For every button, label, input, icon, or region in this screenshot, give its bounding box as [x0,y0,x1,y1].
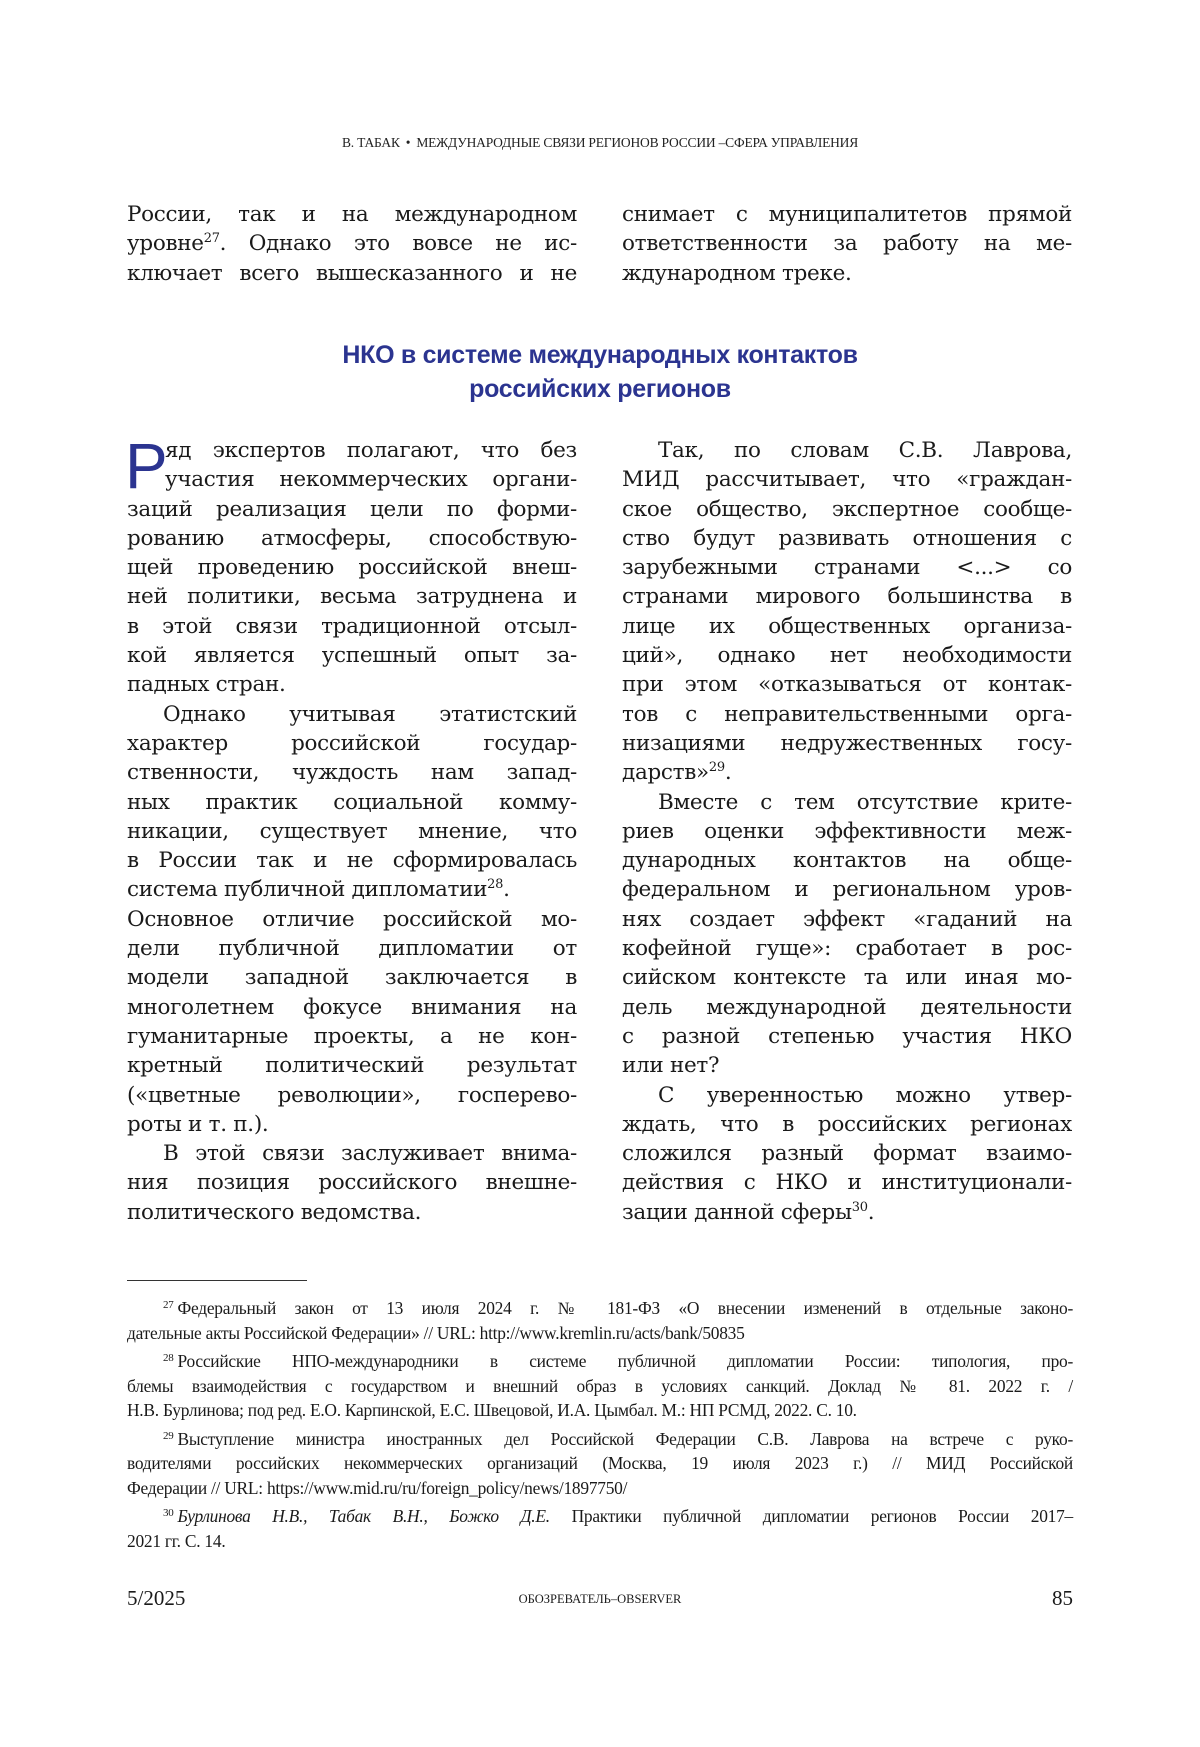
drop-cap: Р [125,430,168,502]
page-number: 85 [1052,1586,1073,1610]
text-line: при этом «отказываться от контак- [622,672,1072,698]
text-line: ключает всего вышесказанного и не [127,260,577,286]
right-column [622,436,1072,1227]
text-line: («цветные революции», госперево- [127,1082,577,1108]
page-footer [127,1586,1073,1614]
text-line: кой является успешный опыт за- [127,643,577,669]
text-line: роты и т. п.). [127,1111,269,1137]
top-left-column [127,200,577,288]
footnote-ref-27[interactable]: 27 [203,231,220,247]
text-line: ней политики, весьма затруднена и [127,584,577,610]
text-line: с разной степенью участия НКО [622,1023,1072,1049]
text-line: тов с неправительственными орга- [622,701,1072,727]
text-line: лице их общественных организа- [622,613,1072,639]
text-line: В этой связи заслуживает внима- [163,1141,577,1167]
text-line: уровне$^{27}$. Однако это вовсе не ис- [127,231,577,257]
text-line: падных стран. [127,672,286,698]
text-line: щей проведению российской внеш- [127,555,577,581]
text-line: Основное отличие российской мо- [127,906,577,932]
text-line: федеральном и региональном уров- [622,877,1072,903]
footnote-ref-30[interactable]: 30 [851,1199,868,1215]
footnote-28: $^{28}$ Российские НПО-международники в системе публичной дипломатии России: типология, про- блемы взаимодействия с государством и внешний образ в условиях санкций. Доклад № 81. 2022 г. / Н.В. Бурлинова; под ред. Е.О. Карпинской, Е.С. Швецовой, И.А. Цымбал. М.: НП РСМД, 2022. С. 10. [127,1351,1073,1420]
text-line: заций реализация цели по форми- [127,496,577,522]
text-line: кретный политический результат [127,1053,577,1079]
footnote-authors: Бурлинова Н.В., Табак В.Н., Божко Д.Е. [177,1506,550,1526]
text-line: сийском контексте та или иная мо- [622,965,1072,991]
text-line: в России так и не сформировалась [127,848,577,874]
text-line: характер российской государ- [127,730,577,756]
text-line: многолетнем фокусе внимания на [127,994,577,1020]
text-line: сложился разный формат взаимо- [622,1141,1072,1167]
text-line: политического ведомства. [127,1199,422,1225]
text-line: риев оценки эффективности меж- [622,818,1072,844]
text-line: нях создает эффект «гаданий на [622,906,1072,932]
footnote-30: $^{30}$ Бурлинова Н.В., Табак В.Н., Божко Д.Е. Практики публичной дипломатии регионов России 2017– 2021 гг. С. 14. [127,1506,1073,1551]
footnotes [127,1296,1073,1557]
left-column [125,430,577,1227]
text-line: зации данной сферы$^{30}$. [622,1199,875,1225]
text-line: в этой связи традиционной отсыл- [127,613,577,639]
section-heading [0,338,1200,406]
text-line: ждународном треке. [622,260,852,286]
text-line: ций», однако нет необходимости [622,643,1072,669]
top-right-column [622,200,1072,288]
footnote-ref-29[interactable]: 29 [708,760,725,776]
text-line: зарубежными странами <...> со [622,555,1072,581]
text-line: или нет? [622,1053,720,1079]
text-line: яд экспертов полагают, что без [165,438,577,463]
text-line: ственности, чуждость нам запад- [127,760,577,786]
section-heading-line-2: российских регионов [469,375,731,403]
text-line: дели публичной дипломатии от [127,936,577,962]
journal-name: ОБОЗРЕВАТЕЛЬ–OBSERVER [518,1592,682,1606]
text-line: дель международной деятельности [622,994,1072,1020]
text-line: Так, по словам С.В. Лаврова, [658,438,1072,463]
text-line: МИД рассчитывает, что «граждан- [622,467,1072,493]
text-line: дународных контактов на обще- [622,848,1072,874]
running-head-title: МЕЖДУНАРОДНЫЕ СВЯЗИ РЕГИОНОВ РОССИИ –СФЕРА УПРАВЛЕНИЯ [416,135,859,150]
text-line: снимает с муниципалитетов прямой [622,202,1072,227]
text-line: рованию атмосферы, способствую- [127,525,577,551]
text-line: модели западной заключается в [127,965,577,991]
footnote-27: $^{27}$ Федеральный закон от 13 июля 2024 г. № 181-ФЗ «О внесении изменений в отдельные законо- дательные акты Российской Федерации» // URL: http://www.kremlin.ru/acts/bank/50835 [127,1298,1073,1343]
bullet-separator: • [405,135,411,150]
footnote-29: $^{29}$ Выступление министра иностранных дел Российской Федерации С.В. Лаврова на встрече с руко- водителями российских некоммерческих организаций (Москва, 19 июля 2023 г.) // МИД Российской Федерации // URL: https://www.mid.ru/ru/foreign_policy/news/1897750/ [127,1428,1073,1498]
text-line: ответственности за работу на ме- [622,231,1072,257]
text-line: ждать, что в российских регионах [622,1111,1072,1137]
text-line: Однако учитывая этатистский [163,701,577,727]
text-line: С уверенностью можно утвер- [658,1082,1072,1108]
text-line: ское общество, экспертное сообще- [622,496,1072,522]
text-line: Вместе с тем отсутствие крите- [658,789,1072,815]
text-line: дарств»$^{29}$. [622,760,732,786]
issue-number: 5/2025 [127,1586,186,1610]
text-line: гуманитарные проекты, а не кон- [127,1023,577,1049]
text-line: ных практик социальной комму- [127,789,577,815]
footnote-divider [127,1280,307,1281]
section-heading-line-1: НКО в системе международных контактов [342,341,858,369]
text-line: никации, существует мнение, что [127,818,577,844]
text-line: система публичной дипломатии$^{28}$. [127,877,510,903]
text-line: России, так и на международном [127,202,577,227]
running-head [0,135,1200,151]
text-line: кофейной гуще»: сработает в рос- [622,936,1072,962]
text-line: ния позиция российского внешне- [127,1170,577,1196]
text-line: странами мирового большинства в [622,584,1072,610]
text-line: низациями недружественных госу- [622,730,1072,756]
running-head-author: В. ТАБАК [341,135,400,150]
text-line: действия с НКО и институционали- [622,1170,1072,1196]
text-line: ство будут развивать отношения с [622,525,1072,551]
footnote-ref-28[interactable]: 28 [487,877,504,893]
text-line: участия некоммерческих органи- [165,467,577,493]
